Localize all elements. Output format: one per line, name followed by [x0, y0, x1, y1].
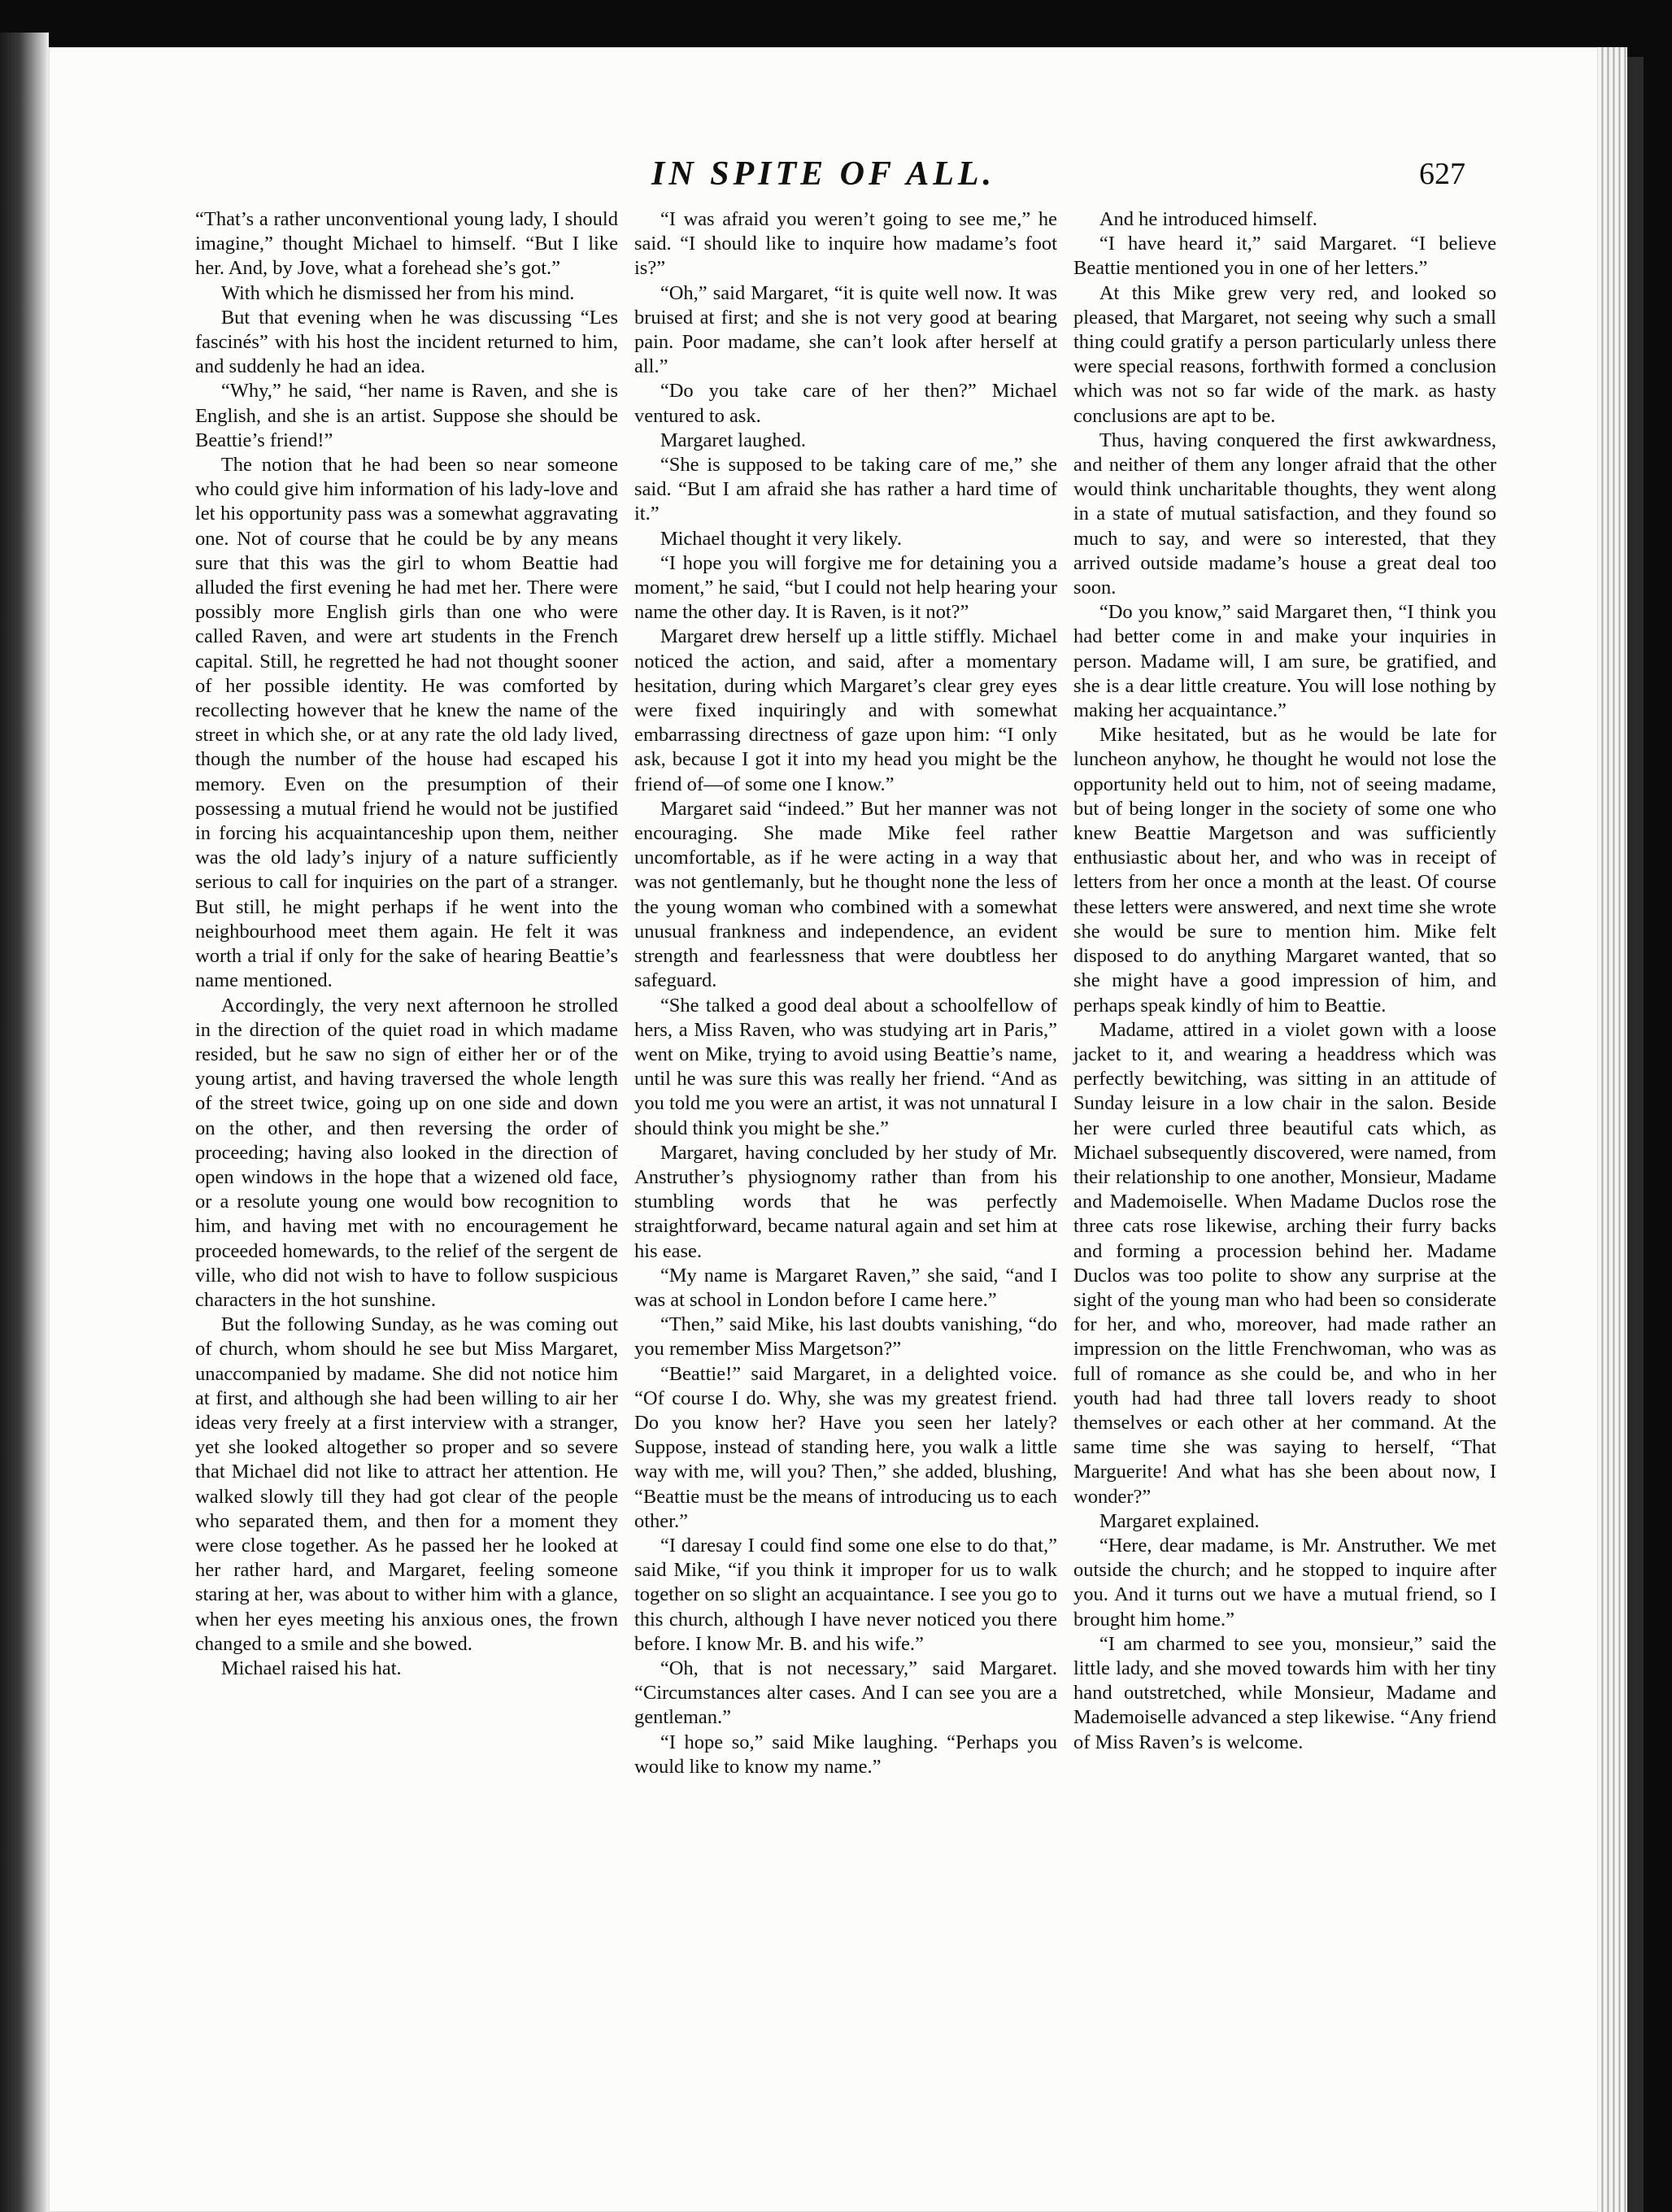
- paragraph: “Here, dear madame, is Mr. Anstruther. We met outside the church; and he stopped to inquire after you. And it turns out we have a mutual friend, so I brought him home.”: [1073, 1534, 1496, 1631]
- paragraph: “I daresay I could find some one else to do that,” said Mike, “if you think it improper for us to walk together on so slight an acquaintance. I see you go to this church, although I have never noticed you there before. I know Mr. B. and his wife.”: [634, 1534, 1057, 1655]
- page-edges: [1598, 47, 1627, 2212]
- paragraph: But that evening when he was discussing “Les fascinés” with his host the incident returned to him, and suddenly he had an idea.: [195, 306, 618, 378]
- paragraph: Margaret laughed.: [660, 429, 806, 451]
- paragraph: “I was afraid you weren’t going to see me,” he said. “I should like to inquire how madame’s foot is?”: [634, 208, 1057, 280]
- paragraph: “She talked a good deal about a schoolfellow of hers, a Miss Raven, who was studying art in Paris,” went on Mike, trying to avoid using Beattie’s name, until he was sure this was really her friend. “And as you told me you were an artist, it was not unnatural I should think you might be she.”: [634, 994, 1057, 1139]
- paragraph: “Beattie!” said Margaret, in a delighted voice. “Of course I do. Why, she was my greatest friend. Do you know her? Have you seen her lately? Suppose, instead of standing here, you walk a little way with me, will you? Then,” she added, blushing, “Beattie must be the means of introducing us to each other.”: [634, 1362, 1057, 1532]
- paragraph: And he introduced himself.: [1099, 208, 1317, 230]
- paragraph: “I hope you will forgive me for detaining you a moment,” he said, “but I could not help hearing your name the other day. It is Raven, is it not?”: [634, 551, 1057, 624]
- paragraph: Margaret explained.: [1099, 1509, 1260, 1532]
- paragraph: “I have heard it,” said Margaret. “I believe Beattie mentioned you in one of her letters.”: [1073, 233, 1496, 280]
- paragraph: Margaret drew herself up a little stiffly. Michael noticed the action, and said, after a momentary hesitation, during which Margaret’s clear grey eyes were fixed inquiringly and with somewhat embarrassing directness of gaze upon him: “I only ask, because I got it into my head you might be the friend of—of some one I know.”: [634, 625, 1057, 795]
- paragraph: Accordingly, the very next afternoon he strolled in the direction of the quiet road in which madame resided, but he saw no sign of either her or of the young artist, and having traversed the whole length of the street twice, going up on one side and down on the other, and then reversing the order of proceeding; having also looked in the direction of open windows in the hope that a wizened old face, or a resolute young one would bow recognition to him, and having met with no encouragement he proceeded homewards, to the relief of the sergent de ville, who did not wish to have to follow suspicious characters in the hot sunshine.: [195, 994, 618, 1311]
- paragraph: “She is supposed to be taking care of me,” she said. “But I am afraid she has rather a hard time of it.”: [634, 454, 1057, 525]
- paragraph: Margaret said “indeed.” But her manner was not encouraging. She made Mike feel rather uncomfortable, as if he were acting in a way that was not gentlemanly, but he thought none the less of the young woman who combined with a somewhat unusual frankness and independence, an evident strength and fearlessness that were doubtless her safeguard.: [634, 797, 1057, 992]
- paragraph: “Why,” he said, “her name is Raven, and she is English, and she is an artist. Suppose she should be Beattie’s friend!”: [195, 380, 618, 451]
- page-number: 627: [1419, 157, 1465, 191]
- paragraph: “I am charmed to see you, monsieur,” said the little lady, and she moved towards him with her tiny hand outstretched, while Monsieur, Madame and Mademoiselle advanced a step likewise. “Any friend of Miss Raven’s is welcome.: [1073, 1632, 1496, 1753]
- paragraph: The notion that he had been so near someone who could give him information of his lady-love and let his opportunity pass was a somewhat aggravating one. Not of course that he could be by any means sure that this was the girl to whom Beattie had alluded the first evening he had met her. There were possibly more English girls than one who were called Raven, and were art students in the French capital. Still, he regretted he had not thought sooner of her possible identity. He was comforted by recollecting however that he knew the name of the street in which she, or at any rate the old lady lived, though the number of the house had escaped his memory. Even on the presumption of their possessing a mutual friend he would not be justified in forcing his acquaintanceship upon them, neither was the old lady’s injury of a nature sufficiently serious to call for inquiries on the part of a stranger. But still, he might perhaps if he went into the neighbourhood meet them again. He felt it was worth a trial if only for the sake of hearing Beattie’s name mentioned.: [195, 454, 618, 992]
- book-cover-edge: [1627, 57, 1644, 2212]
- paragraph: Madame, attired in a violet gown with a loose jacket to it, and wearing a headdress which was perfectly bewitching, was sitting in an attitude of Sunday leisure in a low chair in the salon. Beside her were curled three beautiful cats which, as Michael subsequently discovered, were named, from their relationship to one another, Monsieur, Madame and Mademoiselle. When Madame Duclos rose the three cats rose likewise, arching their furry backs and forming a procession behind her. Madame Duclos was too polite to show any surprise at the sight of the young man who had been so considerate for her, and who, moreover, had made rather an impression on the little Frenchwoman, who was as full of romance as she could be, and who in her youth had had three tall lovers ready to shoot themselves or each other at her command. At the same time she was saying to herself, “That Marguerite! And what has she been about now, I wonder?”: [1073, 1018, 1496, 1508]
- paragraph: “I hope so,” said Mike laughing. “Perhaps you would like to know my name.”: [634, 1731, 1057, 1778]
- paragraph: Michael raised his hat.: [220, 1657, 402, 1679]
- running-head-title: IN SPITE OF ALL.: [651, 155, 996, 193]
- paragraph: With which he dismissed her from his mind.: [220, 281, 575, 304]
- paragraph: Michael thought it very likely.: [660, 527, 902, 550]
- paragraph: But the following Sunday, as he was coming out of church, whom should he see but Miss Margaret, unaccompanied by madame. She did not notice him at first, and although she had been willing to air her ideas very freely at a first interview with a stranger, yet she looked altogether so proper and so severe that Michael did not like to attract her attention. He walked slowly till they had got clear of the people who separated them, and then for a moment they were close together. As he passed her he looked at her rather hard, and Margaret, feeling someone staring at her, was about to wither him with a glance, when her eyes meeting his anxious ones, the frown changed to a smile and she bowed.: [195, 1313, 618, 1655]
- paragraph: “Do you know,” said Margaret then, “I think you had better come in and make your inquiries in person. Madame will, I am sure, be gratified, and she is a dear little creature. You will lose nothing by making her acquaintance.”: [1073, 601, 1496, 722]
- paragraph: “Oh, that is not necessary,” said Margaret. “Circumstances alter cases. And I can see you are a gentleman.”: [634, 1657, 1057, 1729]
- paragraph: “That’s a rather unconventional young lady, I should imagine,” thought Michael to himself. “But I like her. And, by Jove, what a forehead she’s got.”: [195, 208, 618, 280]
- paragraph: Thus, having conquered the first awkwardness, and neither of them any longer afraid that the other would think uncharitable thoughts, they went along in a state of mutual satisfaction, and they found so much to say, and were so interested, that they arrived outside madame’s house a great deal too soon.: [1073, 429, 1496, 599]
- paragraph: “Oh,” said Margaret, “it is quite well now. It was bruised at first; and she is not very good at bearing pain. Poor madame, she can’t look after herself at all.”: [634, 281, 1057, 378]
- text-column-3: [1073, 207, 1496, 1755]
- book-gutter-shadow: [0, 33, 49, 2212]
- paragraph: Margaret, having concluded by her study of Mr. Anstruther’s physiognomy rather than from his stumbling words that he was perfectly straightforward, became natural again and set him at his ease.: [634, 1141, 1057, 1262]
- paragraph: “Do you take care of her then?” Michael ventured to ask.: [634, 380, 1057, 427]
- paragraph: Mike hesitated, but as he would be late for luncheon anyhow, he thought he would not lose the opportunity held out to him, not of seeing madame, but of being longer in the society of some one who knew Beattie Margetson and was sufficiently enthusiastic about her, and who was in receipt of letters from her once a month at the least. Of course these letters were answered, and next time she wrote she would be sure to mention him. Mike felt disposed to do anything Margaret wanted, that so she might have a good impression of him, and perhaps speak kindly of him to Beattie.: [1073, 724, 1496, 1017]
- paragraph: “Then,” said Mike, his last doubts vanishing, “do you remember Miss Margetson?”: [634, 1313, 1057, 1361]
- text-column-1: [195, 207, 618, 1681]
- paragraph: At this Mike grew very red, and looked so pleased, that Margaret, not seeing why such a small thing could gratify a person particularly unless there were special reasons, forthwith formed a conclusion which was not so far wide of the mark. as hasty conclusions are apt to be.: [1073, 281, 1496, 427]
- paragraph: “My name is Margaret Raven,” she said, “and I was at school in London before I came here.”: [634, 1264, 1057, 1311]
- text-column-2: [634, 207, 1057, 1779]
